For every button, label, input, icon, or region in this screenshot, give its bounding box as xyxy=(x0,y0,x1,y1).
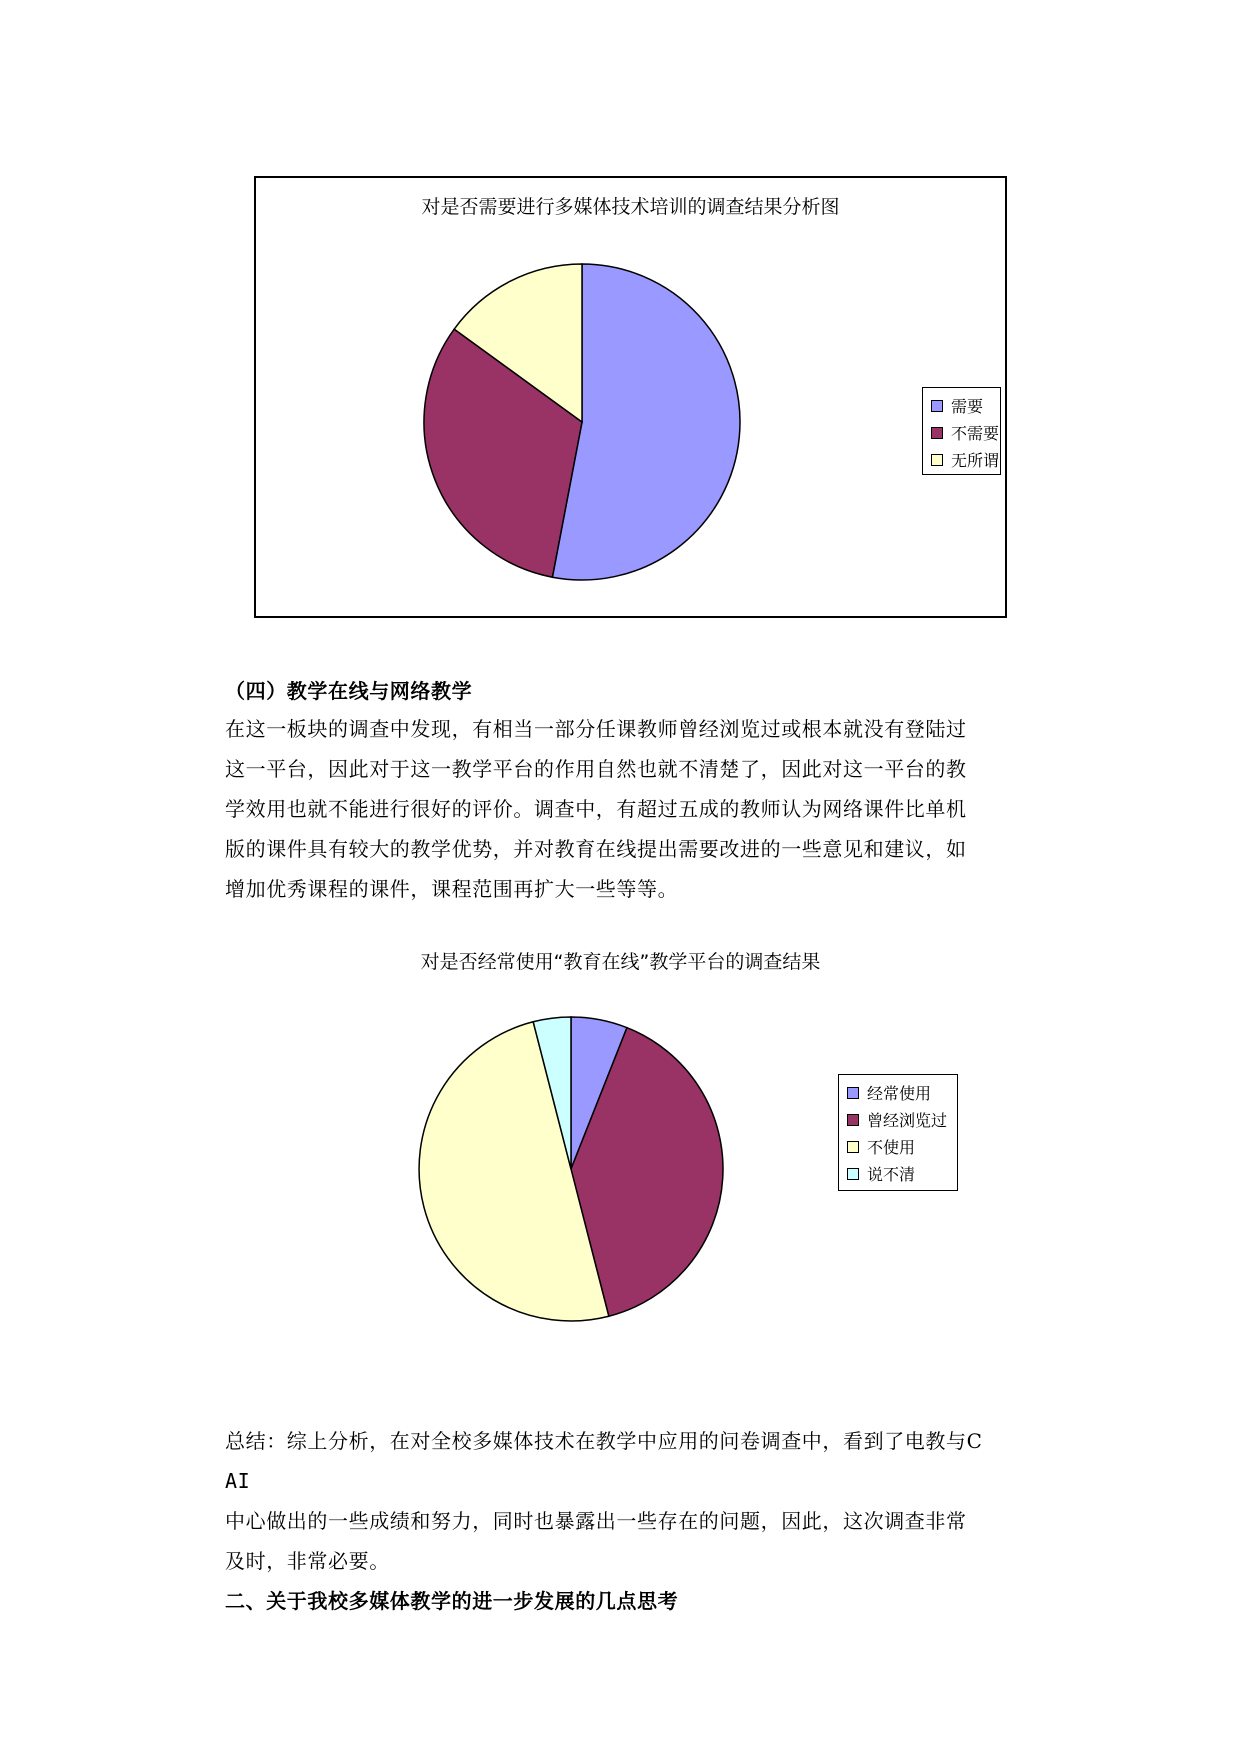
legend-swatch xyxy=(847,1087,859,1099)
legend-swatch xyxy=(931,427,943,439)
chart-legend xyxy=(838,1074,958,1191)
legend-label: 不需要 xyxy=(951,424,1000,443)
legend-label: 不使用 xyxy=(867,1138,916,1157)
legend-item xyxy=(839,1106,957,1133)
legend-item xyxy=(839,1160,957,1187)
text-line: 版的课件具有较大的教学优势，并对教育在线提出需要改进的一些意见和建议，如 xyxy=(225,837,967,861)
section-paragraph xyxy=(225,709,1025,909)
text-line: AI xyxy=(225,1469,251,1493)
legend-label: 需要 xyxy=(951,397,984,416)
summary-paragraph xyxy=(225,1421,1025,1581)
legend-label: 曾经浏览过 xyxy=(867,1111,948,1130)
chart-title: 对是否需要进行多媒体技术培训的调查结果分析图 xyxy=(421,196,840,218)
legend-swatch xyxy=(847,1141,859,1153)
text-line: 这一平台，因此对于这一教学平台的作用自然也就不清楚了，因此对这一平台的教 xyxy=(225,757,967,781)
text-line: 及时，非常必要。 xyxy=(225,1549,390,1573)
section-heading: 二、关于我校多媒体教学的进一步发展的几点思考 xyxy=(225,1589,679,1613)
legend-swatch xyxy=(847,1114,859,1126)
legend-item xyxy=(839,1133,957,1160)
pie-slice-4 xyxy=(533,1017,571,1169)
pie-slice-3 xyxy=(419,1022,609,1321)
legend-item xyxy=(923,392,1000,419)
legend-swatch xyxy=(847,1168,859,1180)
chart-training-need xyxy=(254,176,1007,618)
legend-label: 经常使用 xyxy=(867,1084,932,1103)
pie-slice-2 xyxy=(571,1028,723,1317)
text-line: 学效用也就不能进行很好的评价。调查中，有超过五成的教师认为网络课件比单机 xyxy=(225,797,967,821)
text-line: 增加优秀课程的课件，课程范围再扩大一些等等。 xyxy=(225,877,679,901)
summary xyxy=(225,1421,1025,1621)
chart-legend xyxy=(922,387,1001,475)
text-line: 在这一板块的调查中发现，有相当一部分任课教师曾经浏览过或根本就没有登陆过 xyxy=(225,717,967,741)
legend-item xyxy=(923,419,1000,446)
chart-title: 对是否经常使用“教育在线”教学平台的调查结果 xyxy=(420,951,821,973)
legend-label: 说不清 xyxy=(867,1165,916,1184)
text-line: 中心做出的一些成绩和努力，同时也暴露出一些存在的问题，因此，这次调查非常 xyxy=(225,1509,967,1533)
legend-swatch xyxy=(931,400,943,412)
pie-slice-1 xyxy=(571,1017,627,1169)
legend-label: 无所谓 xyxy=(951,451,1000,470)
pie-chart xyxy=(256,178,1009,620)
legend-swatch xyxy=(931,454,943,466)
legend-item xyxy=(839,1079,957,1106)
legend-item xyxy=(923,446,1000,473)
section-heading: （四）教学在线与网络教学 xyxy=(225,679,473,703)
section-4 xyxy=(225,673,1025,909)
text-line: 总结：综上分析，在对全校多媒体技术在教学中应用的问卷调查中，看到了电教与C xyxy=(225,1429,983,1453)
